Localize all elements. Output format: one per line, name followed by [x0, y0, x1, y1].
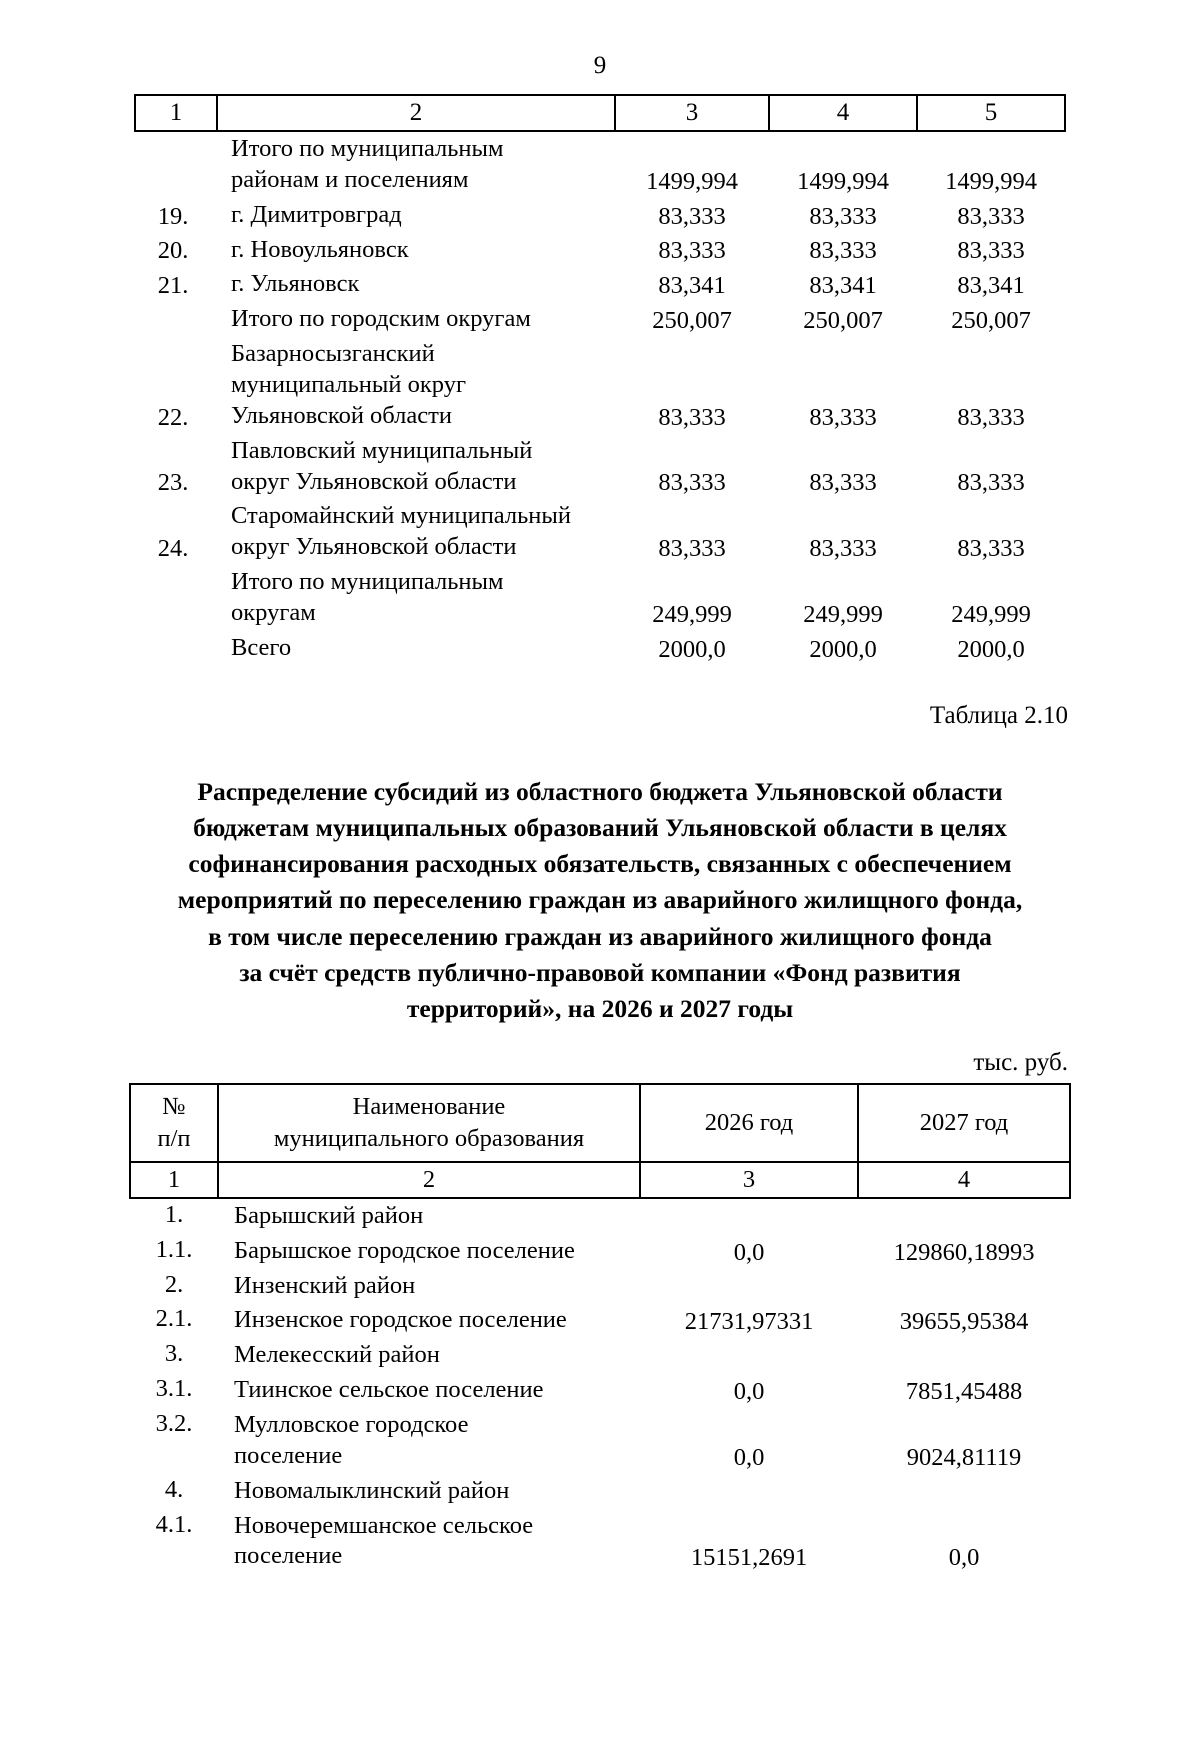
table-row — [130, 1509, 1070, 1575]
table-row — [135, 499, 1065, 565]
row-name — [218, 1234, 640, 1269]
row-number: 19. — [157, 202, 189, 230]
row-value-2026 — [640, 1338, 858, 1373]
row-value-col4: 83,333 — [809, 237, 877, 265]
row-number: 2. — [164, 1270, 184, 1298]
row-number: 4. — [164, 1475, 184, 1503]
column-number-2: 2 — [217, 95, 615, 131]
row-value-2027: 7851,45488 — [905, 1378, 1023, 1406]
header-no — [130, 1084, 218, 1162]
header-name-line1: Наименование — [352, 1093, 506, 1121]
row-name-line: муниципальный округ — [231, 371, 466, 399]
row-name-line: г. Новоульяновск — [231, 235, 409, 263]
table-subsidies-body — [130, 1198, 1070, 1574]
column-number-row — [130, 1162, 1070, 1198]
heading-line: бюджетам муниципальных образований Ульяновской области в целях — [193, 812, 1007, 842]
row-name-line: Новомалыклинский район — [234, 1476, 510, 1504]
header-year-2027: 2027 год — [858, 1084, 1070, 1162]
row-name — [218, 1408, 640, 1474]
row-name-line: Павловский муниципальный — [231, 436, 533, 464]
table-row — [135, 631, 1065, 666]
row-number: 22. — [157, 403, 189, 431]
row-number — [135, 302, 217, 337]
row-value-2026 — [640, 1198, 858, 1234]
row-number: 1.1. — [155, 1235, 193, 1263]
row-value-col3: 83,333 — [658, 469, 726, 497]
column-number-5: 5 — [917, 95, 1065, 131]
row-name-line: г. Димитровград — [231, 200, 402, 228]
table-row — [135, 131, 1065, 198]
row-name-line: Итого по муниципальным — [231, 568, 504, 596]
row-name-line: округ Ульяновской области — [231, 533, 517, 561]
row-name-line: поселение — [234, 1542, 343, 1570]
row-value-2027 — [858, 1338, 1070, 1373]
row-number: 4.1. — [155, 1510, 193, 1538]
row-name-line: Старомайнский муниципальный — [231, 502, 571, 530]
row-value-col3: 83,341 — [658, 272, 726, 300]
row-name — [218, 1373, 640, 1408]
row-value-col4: 2000,0 — [809, 635, 877, 663]
heading-line: мероприятий по переселению граждан из аварийного жилищного фонда, — [177, 885, 1023, 915]
row-value-2026 — [640, 1474, 858, 1509]
column-number-4: 4 — [769, 95, 917, 131]
row-number: 24. — [157, 535, 189, 563]
header-no-line2: п/п — [157, 1125, 191, 1153]
row-number: 20. — [157, 237, 189, 265]
row-name — [217, 434, 615, 500]
row-value-col3: 83,333 — [658, 237, 726, 265]
heading-line: территорий», на 2026 и 2027 годы — [406, 993, 794, 1023]
table-row — [130, 1408, 1070, 1474]
header-year-2026: 2026 год — [640, 1084, 858, 1162]
row-value-col5: 83,333 — [957, 237, 1025, 265]
row-name — [218, 1509, 640, 1575]
row-number — [135, 631, 217, 666]
header-no-line1: № — [162, 1093, 186, 1121]
row-name — [217, 565, 615, 631]
row-name-line: Барышское городское поселение — [234, 1236, 575, 1264]
row-value-2026: 15151,2691 — [690, 1544, 808, 1572]
table-municipal-distribution-continued — [134, 94, 1066, 666]
table-row — [135, 233, 1065, 268]
row-name — [218, 1198, 640, 1234]
row-name-line: Всего — [231, 633, 292, 661]
row-value-col4: 249,999 — [803, 600, 883, 628]
table-row — [135, 198, 1065, 233]
units-label: тыс. руб. — [973, 1049, 1068, 1077]
row-number: 3. — [164, 1340, 184, 1368]
row-name — [218, 1474, 640, 1509]
header-labels-row — [130, 1084, 1070, 1162]
row-name — [217, 337, 615, 434]
row-value-2027: 39655,95384 — [899, 1308, 1029, 1336]
row-name-line: Мулловское городское — [234, 1411, 469, 1439]
row-name — [217, 233, 615, 268]
row-value-2026: 0,0 — [733, 1238, 765, 1266]
column-number-3: 3 — [615, 95, 769, 131]
row-name-line: Итого по муниципальным — [231, 135, 504, 162]
row-name — [217, 131, 615, 198]
row-name — [217, 302, 615, 337]
row-number: 1. — [164, 1200, 184, 1228]
row-name — [217, 198, 615, 233]
row-value-col3: 83,333 — [658, 535, 726, 563]
row-name-line: поселение — [234, 1441, 343, 1469]
table-row — [130, 1373, 1070, 1408]
row-value-col5: 83,333 — [957, 535, 1025, 563]
row-name-line: Итого по городским округам — [231, 305, 531, 333]
row-value-col4: 83,333 — [809, 202, 877, 230]
row-number — [135, 565, 217, 631]
section-heading — [150, 774, 1050, 1027]
table-subsidies-distribution — [129, 1083, 1071, 1574]
row-name-line: Инзенское городское поселение — [234, 1306, 567, 1334]
row-value-col5: 83,333 — [957, 202, 1025, 230]
row-name — [217, 499, 615, 565]
column-number-2: 2 — [218, 1162, 640, 1198]
row-value-col5: 83,341 — [957, 272, 1025, 300]
table-row — [130, 1198, 1070, 1234]
heading-line: за счёт средств публично-правовой компании «Фонд развития — [239, 957, 961, 987]
row-value-col5: 2000,0 — [957, 635, 1025, 663]
row-name-line: Барышский район — [234, 1201, 424, 1229]
row-value-2027: 9024,81119 — [906, 1443, 1022, 1471]
row-name-line: Инзенский район — [234, 1271, 416, 1299]
table-subsidies-head — [130, 1084, 1070, 1198]
row-name-line: Базарносызганский — [231, 340, 435, 368]
table-row — [130, 1303, 1070, 1338]
table-continued-body — [135, 131, 1065, 666]
table-continued-head — [135, 95, 1065, 131]
row-value-col3: 250,007 — [652, 307, 732, 335]
row-name — [218, 1303, 640, 1338]
table-row — [135, 267, 1065, 302]
row-name-line: Тиинское сельское поселение — [234, 1376, 544, 1404]
heading-line: софинансирования расходных обязательств, связанных с обеспечением — [188, 849, 1012, 879]
column-number-1: 1 — [135, 95, 217, 131]
row-value-col3: 249,999 — [652, 600, 732, 628]
row-value-col4: 83,341 — [809, 272, 877, 300]
row-value-col5: 83,333 — [957, 403, 1025, 431]
row-value-col5: 250,007 — [951, 307, 1031, 335]
row-number: 3.1. — [155, 1375, 193, 1403]
row-value-col5: 1499,994 — [945, 167, 1037, 195]
table-row — [130, 1338, 1070, 1373]
row-value-col5: 249,999 — [951, 600, 1031, 628]
row-value-2027 — [858, 1269, 1070, 1304]
row-value-2026: 21731,97331 — [684, 1308, 814, 1336]
table-row — [135, 565, 1065, 631]
page-number: 9 — [593, 52, 607, 79]
row-name — [217, 267, 615, 302]
row-number: 23. — [157, 469, 189, 497]
row-value-2027: 129860,18993 — [893, 1238, 1035, 1266]
row-value-2026 — [640, 1269, 858, 1304]
row-value-col4: 1499,994 — [797, 167, 889, 195]
row-value-2027: 0,0 — [948, 1544, 980, 1572]
row-name-line: районам и поселениям — [231, 165, 469, 193]
row-value-2027 — [858, 1474, 1070, 1509]
row-number — [135, 131, 217, 198]
table-row — [130, 1474, 1070, 1509]
table-row — [130, 1234, 1070, 1269]
row-name-line: округам — [231, 599, 316, 627]
row-name-line: округ Ульяновской области — [231, 467, 517, 495]
column-number-3: 3 — [640, 1162, 858, 1198]
row-value-col4: 83,333 — [809, 535, 877, 563]
header-name-line2: муниципального образования — [273, 1125, 585, 1153]
row-value-2026: 0,0 — [733, 1443, 765, 1471]
row-value-col4: 83,333 — [809, 403, 877, 431]
row-number: 3.2. — [155, 1410, 193, 1438]
column-number-4: 4 — [858, 1162, 1070, 1198]
heading-line: Распределение субсидий из областного бюджета Ульяновской области — [197, 776, 1003, 806]
table-row — [135, 302, 1065, 337]
row-number: 21. — [157, 272, 189, 300]
row-number: 2.1. — [155, 1305, 193, 1333]
row-name-line: Ульяновской области — [231, 401, 452, 429]
table-caption-2-10: Таблица 2.10 — [929, 701, 1068, 729]
row-value-2026: 0,0 — [733, 1378, 765, 1406]
row-name — [218, 1338, 640, 1373]
row-name — [218, 1269, 640, 1304]
row-name-line: Мелекесский район — [234, 1341, 440, 1369]
row-value-col4: 83,333 — [809, 469, 877, 497]
table-row — [135, 434, 1065, 500]
row-value-col5: 83,333 — [957, 469, 1025, 497]
row-name-line: г. Ульяновск — [231, 270, 360, 298]
row-value-col3: 83,333 — [658, 403, 726, 431]
row-value-col3: 83,333 — [658, 202, 726, 230]
heading-line: в том числе переселению граждан из аварийного жилищного фонда — [208, 921, 992, 951]
row-value-2027 — [858, 1198, 1070, 1234]
column-number-1: 1 — [130, 1162, 218, 1198]
row-value-col4: 250,007 — [803, 307, 883, 335]
header-name — [218, 1084, 640, 1162]
column-number-row — [135, 95, 1065, 131]
row-name — [217, 631, 615, 666]
table-row — [135, 337, 1065, 434]
row-value-col3: 1499,994 — [646, 167, 738, 195]
document-page — [0, 52, 1200, 1748]
table-row — [130, 1269, 1070, 1304]
row-value-col3: 2000,0 — [658, 635, 726, 663]
row-name-line: Новочеремшанское сельское — [234, 1511, 534, 1539]
